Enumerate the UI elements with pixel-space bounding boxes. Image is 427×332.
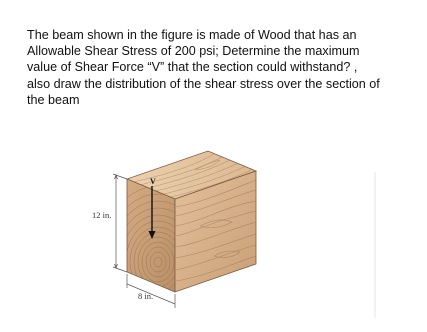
shear-force-label: V xyxy=(150,177,156,186)
wood-block xyxy=(100,151,256,332)
problem-statement: The beam shown in the figure is made of Wood that has an Allowable Shear Stress of 200 psi; Determine the maximum value of Shear Force “V” that the section could withstand? , also draw the distribution of the shear stress over the section of the beam xyxy=(27,28,380,107)
height-dimension-label: 12 in. xyxy=(92,210,112,220)
height-dimension xyxy=(113,174,127,272)
width-dimension-label: 8 in. xyxy=(138,291,154,301)
